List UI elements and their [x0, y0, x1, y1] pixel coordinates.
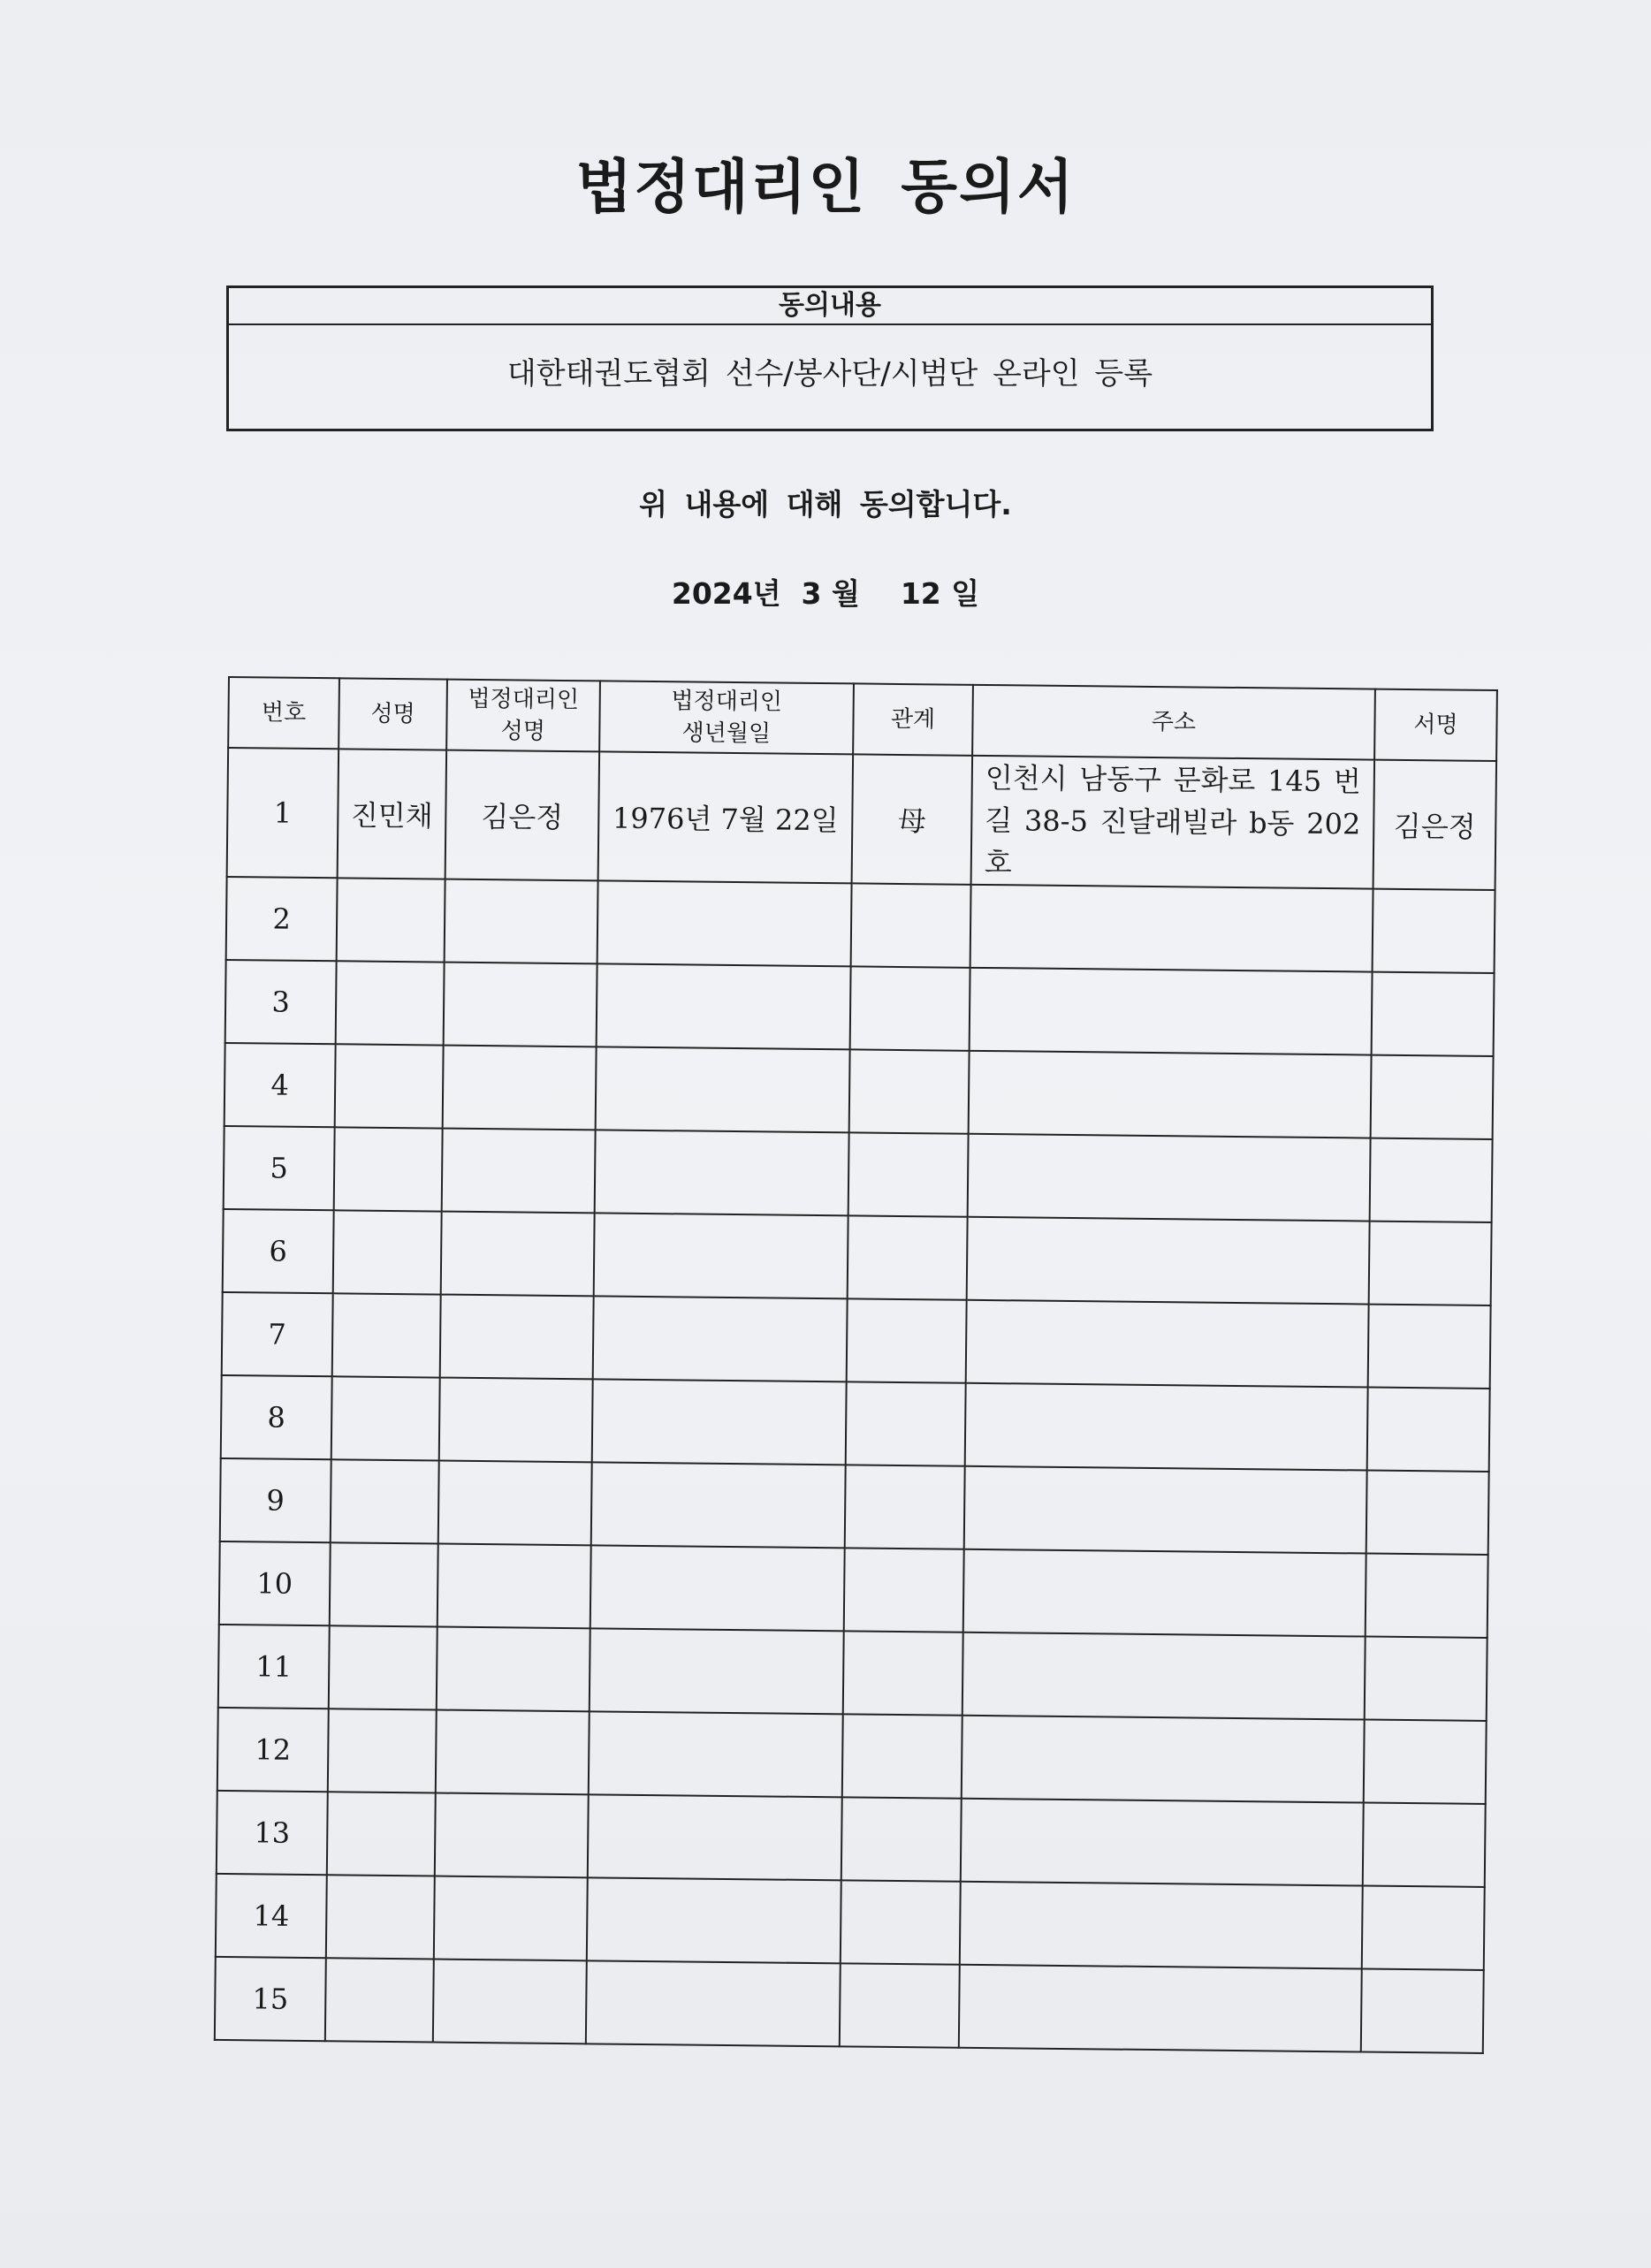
table-row	[225, 960, 1495, 1056]
table-row	[221, 1375, 1490, 1472]
signature-cell	[1372, 972, 1495, 1056]
row-number-cell: 6	[223, 1209, 334, 1293]
guardian-name-cell: 김은정	[445, 750, 600, 881]
table-row	[217, 1708, 1487, 1804]
guardian-name-cell	[444, 963, 597, 1047]
guardian-birthdate-cell	[595, 1130, 849, 1215]
table-row	[219, 1541, 1488, 1638]
relation-cell	[842, 1714, 962, 1798]
relation-cell	[845, 1465, 965, 1549]
student-name-cell	[336, 961, 445, 1045]
table-row	[217, 1791, 1486, 1887]
address-cell	[968, 1134, 1371, 1222]
student-name-cell	[327, 1792, 436, 1876]
student-name-cell	[337, 878, 445, 962]
row-number-cell: 2	[226, 877, 338, 961]
guardian-birthdate-cell	[590, 1545, 845, 1631]
signature-cell: 김은정	[1373, 760, 1497, 890]
address-cell	[967, 1217, 1370, 1305]
guardian-birthdate-cell: 1976년 7월 22일	[598, 751, 854, 883]
header-guardian-name: 법정대리인 성명	[446, 680, 600, 752]
row-number-cell: 7	[222, 1292, 333, 1376]
table-body	[215, 748, 1496, 2053]
guardian-birthdate-cell	[591, 1462, 846, 1548]
guardian-name-cell	[438, 1461, 592, 1546]
address-cell	[963, 1549, 1366, 1637]
student-name-cell	[331, 1459, 439, 1543]
guardian-birthdate-cell	[589, 1711, 843, 1797]
student-name-cell	[325, 1958, 434, 2042]
student-name-cell	[335, 1044, 444, 1128]
agreement-statement: 위 내용에 대해 동의합니다.	[639, 487, 1012, 521]
row-number-cell: 12	[217, 1708, 329, 1792]
signature-cell	[1366, 1554, 1488, 1638]
address-cell	[960, 1882, 1363, 1969]
student-name-cell	[332, 1293, 441, 1377]
student-name-cell	[331, 1376, 440, 1460]
consent-content: 대한태권도협회 선수/봉사단/시범단 온라인 등록	[506, 356, 1153, 392]
guardian-name-cell	[439, 1378, 593, 1463]
address-cell	[959, 1965, 1362, 2052]
guardian-name-cell	[433, 1960, 587, 2044]
relation-cell	[841, 1880, 961, 1964]
address-cell	[961, 1799, 1364, 1886]
signature-cell	[1370, 1138, 1493, 1222]
relation-cell: 母	[852, 754, 973, 884]
relation-cell	[844, 1548, 964, 1632]
header-guardian-birth: 법정대리인 생년월일	[599, 681, 854, 754]
signature-cell	[1365, 1637, 1487, 1721]
signature-cell	[1371, 1055, 1494, 1139]
header-relation: 관계	[853, 683, 973, 755]
signature-cell	[1364, 1720, 1487, 1804]
signature-cell	[1367, 1388, 1490, 1472]
relation-cell	[841, 1797, 962, 1881]
table-row	[220, 1458, 1489, 1555]
row-number-cell: 5	[224, 1126, 335, 1210]
guardian-birthdate-cell	[594, 1213, 848, 1298]
row-number-cell: 11	[218, 1625, 330, 1709]
address-cell	[970, 968, 1373, 1055]
row-number-cell: 15	[215, 1957, 326, 2041]
relation-cell	[846, 1381, 966, 1465]
row-number-cell: 10	[219, 1541, 331, 1625]
table-row	[216, 1874, 1485, 1970]
table-row	[224, 1126, 1493, 1222]
signature-cell	[1368, 1305, 1491, 1389]
table-row	[218, 1625, 1487, 1721]
guardian-birthdate-cell	[587, 1877, 841, 1963]
student-name-cell	[326, 1875, 435, 1959]
row-number-cell: 9	[220, 1458, 331, 1542]
row-number-cell: 4	[224, 1043, 336, 1127]
student-name-cell	[328, 1709, 437, 1792]
guardian-birthdate-cell	[588, 1794, 842, 1880]
address-cell	[962, 1633, 1366, 1720]
address-cell	[966, 1300, 1369, 1388]
relation-cell	[851, 883, 971, 967]
header-signature: 서명	[1374, 689, 1497, 761]
relation-cell	[843, 1631, 963, 1715]
student-name-cell	[334, 1127, 443, 1211]
guardian-name-cell	[443, 1046, 597, 1130]
guardian-birthdate-cell	[597, 880, 852, 966]
address-cell	[964, 1466, 1367, 1554]
address-cell: 인천시 남동구 문화로 145 번길 38-5 진달래빌라 b동 202호	[971, 756, 1375, 889]
agreement-date: 2024년 3 월 12 일	[671, 576, 980, 611]
header-no: 번호	[228, 677, 339, 749]
signature-cell	[1361, 1969, 1484, 2053]
table-row	[223, 1209, 1492, 1305]
table-row	[224, 1043, 1494, 1139]
signature-cell	[1362, 1886, 1485, 1970]
student-name-cell: 진민채	[338, 749, 447, 879]
relation-cell	[848, 1215, 968, 1299]
row-number-cell: 14	[216, 1874, 327, 1958]
row-number-cell: 8	[221, 1375, 332, 1459]
student-name-cell	[330, 1542, 438, 1626]
guardian-birthdate-cell	[590, 1628, 844, 1714]
guardian-birthdate-cell	[592, 1379, 847, 1465]
document-title: 법정대리인 동의서	[575, 153, 1076, 221]
student-name-cell	[329, 1625, 437, 1709]
guardian-birthdate-cell	[597, 963, 851, 1049]
guardian-name-cell	[437, 1544, 591, 1629]
guardian-birthdate-cell	[593, 1296, 848, 1381]
table-row	[226, 877, 1495, 973]
guardian-name-cell	[440, 1295, 594, 1380]
guardian-table-wrapper	[214, 676, 1498, 2054]
relation-cell	[850, 966, 970, 1050]
guardian-table	[214, 676, 1498, 2054]
address-cell	[965, 1383, 1368, 1471]
guardian-birthdate-cell	[596, 1046, 850, 1132]
relation-cell	[849, 1049, 970, 1133]
table-row	[215, 1957, 1484, 2053]
signature-cell	[1369, 1222, 1492, 1305]
guardian-birthdate-cell	[586, 1960, 841, 2046]
guardian-name-cell	[442, 1129, 596, 1214]
header-address: 주소	[972, 685, 1375, 760]
relation-cell	[840, 1963, 960, 2047]
guardian-name-cell	[441, 1212, 595, 1297]
consent-header: 동의내용	[229, 288, 1431, 325]
signature-cell	[1373, 889, 1495, 973]
guardian-name-cell	[437, 1627, 590, 1712]
address-cell	[970, 885, 1373, 972]
guardian-name-cell	[445, 879, 598, 964]
table-header-row	[228, 677, 1497, 761]
student-name-cell	[333, 1210, 442, 1294]
consent-box	[226, 285, 1434, 431]
guardian-name-cell	[436, 1710, 590, 1795]
address-cell	[962, 1716, 1365, 1803]
relation-cell	[847, 1298, 967, 1382]
header-name: 성명	[339, 678, 447, 750]
address-cell	[969, 1051, 1372, 1138]
row-number-cell: 13	[217, 1791, 328, 1875]
signature-cell	[1363, 1803, 1486, 1887]
table-row	[227, 748, 1496, 890]
signature-cell	[1366, 1471, 1489, 1555]
row-number-cell: 3	[225, 960, 337, 1044]
guardian-name-cell	[435, 1793, 589, 1878]
table-row	[222, 1292, 1491, 1389]
relation-cell	[848, 1132, 969, 1216]
row-number-cell: 1	[227, 748, 339, 878]
guardian-name-cell	[434, 1876, 588, 1961]
